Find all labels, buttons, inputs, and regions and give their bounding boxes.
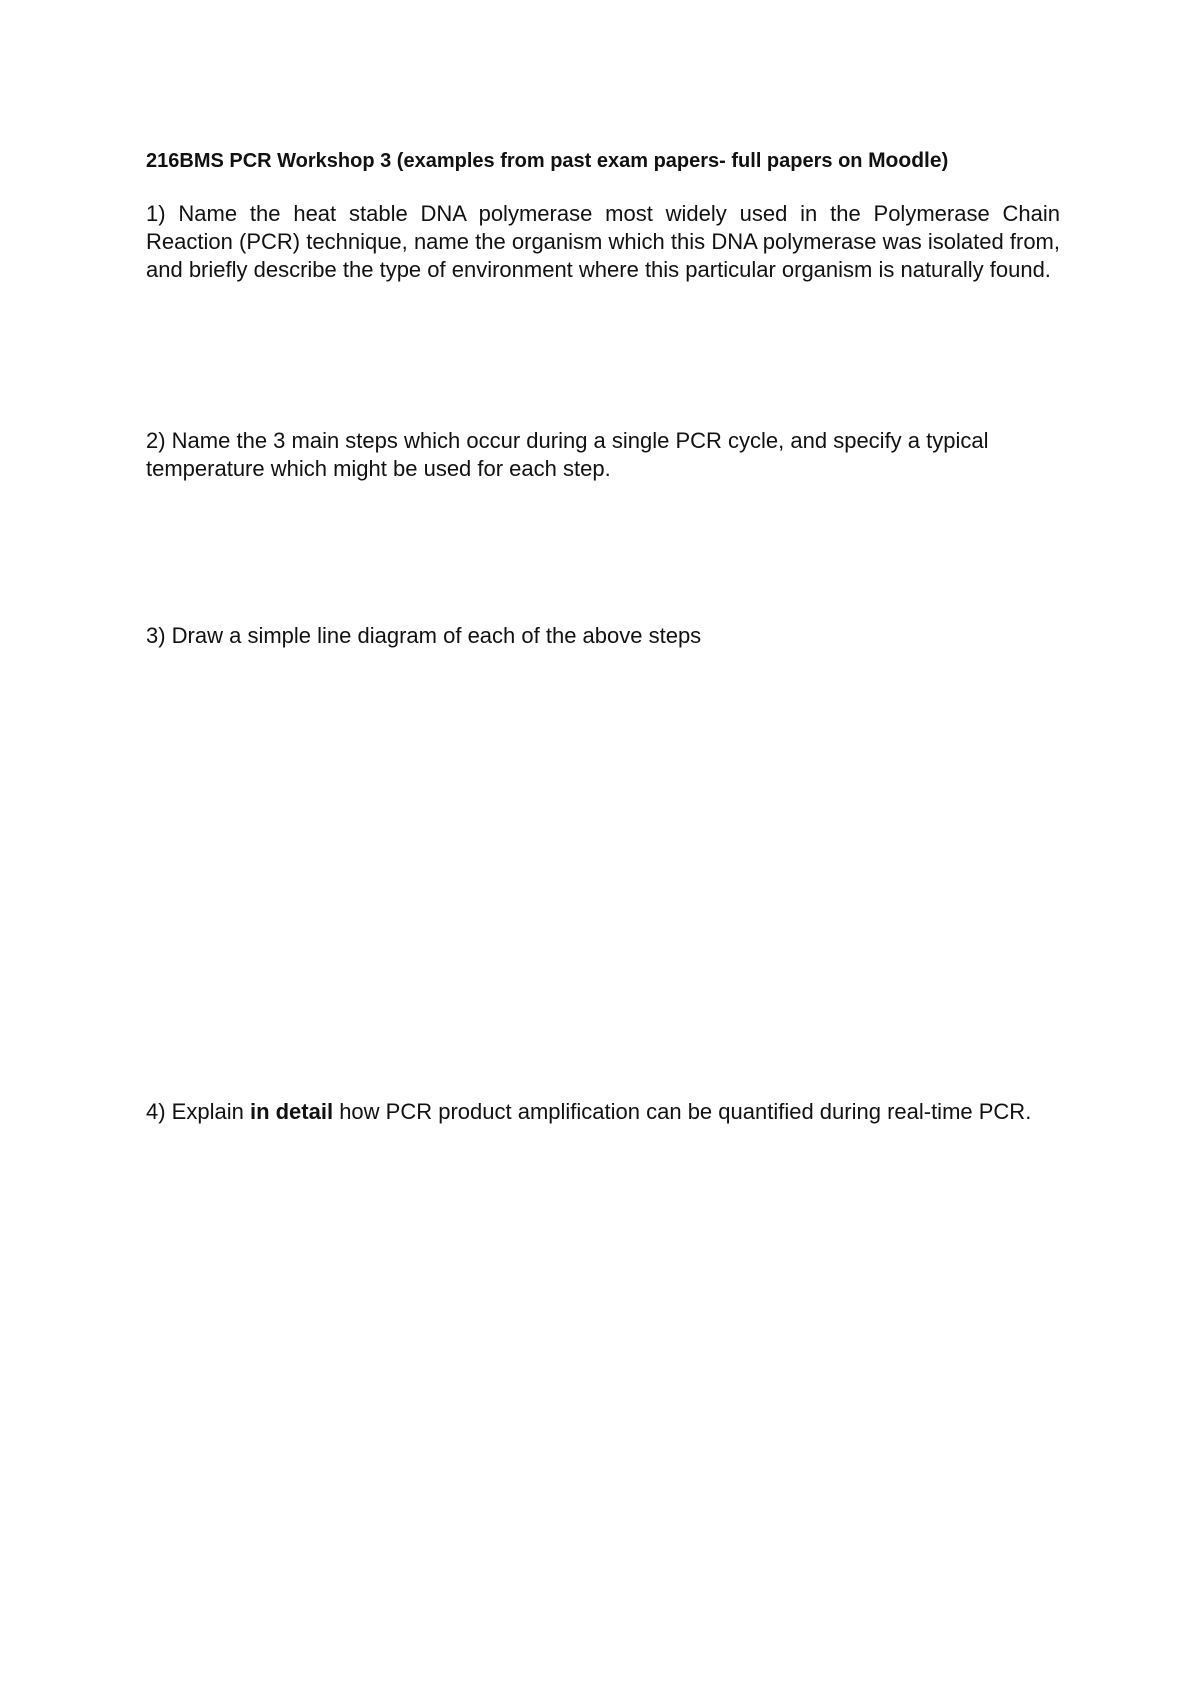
question-4: [146, 1098, 1060, 1126]
question-4-emphasis: in detail: [249, 1099, 334, 1124]
question-1: 1) Name the heat stable DNA polymerase most widely used in the Polymerase Chain Reaction (PCR) technique, name the organism which this DNA polymerase was isolated from, and briefly describe the type of environment where this particular organism is naturally found.: [146, 201, 1060, 282]
question-4-prefix: 4) Explain: [146, 1099, 250, 1124]
question-2: 2) Name the 3 main steps which occur during a single PCR cycle, and specify a typical temperature which might be used for each step.: [146, 428, 989, 481]
question-3: 3) Draw a simple line diagram of each of the above steps: [146, 623, 702, 648]
heading-close: ): [941, 150, 949, 172]
question-4-suffix: how PCR product amplification can be quantified during real-time PCR.: [333, 1099, 1032, 1124]
heading-text: 216BMS PCR Workshop 3 (examples from past exam papers- full papers on: [146, 150, 869, 172]
document-heading: [146, 147, 1066, 175]
heading-moodle-word: Moodle: [868, 149, 942, 172]
